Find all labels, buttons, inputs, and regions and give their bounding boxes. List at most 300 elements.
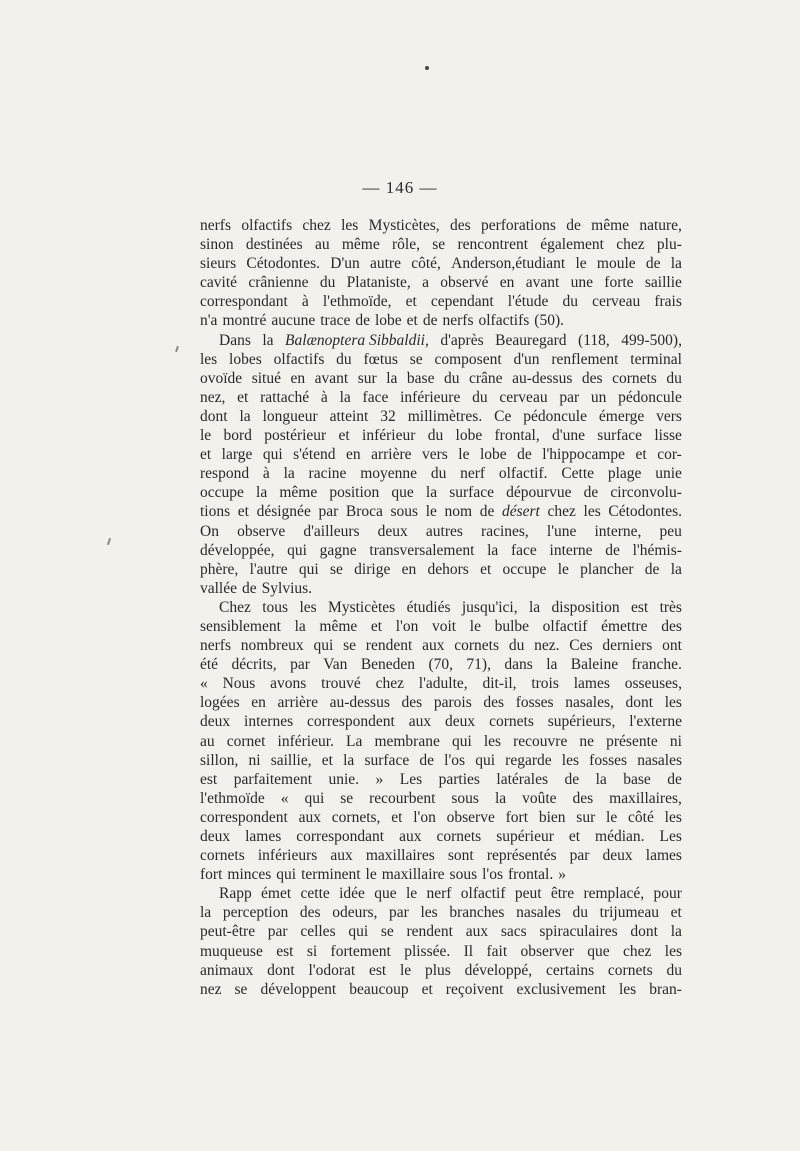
text-line bbox=[200, 789, 682, 808]
word: de bbox=[419, 751, 434, 769]
word: des bbox=[299, 904, 321, 922]
word: les bbox=[664, 942, 682, 960]
word: beaucoup bbox=[349, 980, 409, 998]
word: avant bbox=[525, 274, 560, 292]
word: la bbox=[546, 656, 558, 674]
word: au-dessus bbox=[329, 694, 390, 712]
word: est bbox=[630, 598, 649, 616]
word: de bbox=[242, 579, 257, 597]
word: plissée. bbox=[404, 942, 451, 960]
word: qui bbox=[348, 923, 369, 941]
word: et bbox=[200, 446, 212, 464]
word: avons bbox=[270, 675, 307, 693]
word: pédoncule bbox=[618, 388, 682, 406]
word: nasales bbox=[637, 751, 682, 769]
word: l'os bbox=[444, 751, 466, 769]
word: se bbox=[432, 236, 446, 254]
word: des bbox=[581, 369, 603, 387]
word: montré bbox=[222, 312, 267, 330]
word: et bbox=[370, 617, 383, 635]
word: qui bbox=[276, 866, 297, 884]
word: parois bbox=[433, 694, 472, 712]
word: être bbox=[550, 885, 575, 903]
word: maxillaire bbox=[381, 866, 445, 884]
word: rattaché bbox=[260, 388, 310, 406]
word: développé, bbox=[464, 961, 533, 979]
word: l'ethmoïde, bbox=[322, 293, 392, 311]
word: du bbox=[319, 274, 336, 292]
word: 71), bbox=[466, 656, 491, 674]
word: peut bbox=[514, 885, 542, 903]
word: nez, bbox=[200, 388, 226, 406]
word: cavité bbox=[200, 274, 238, 292]
word: et bbox=[421, 980, 433, 998]
word: les bbox=[583, 503, 601, 521]
word: fosses bbox=[589, 751, 628, 769]
text-line bbox=[200, 502, 682, 521]
word: la bbox=[425, 484, 438, 502]
word: au bbox=[314, 236, 330, 254]
word: l'on bbox=[395, 617, 419, 635]
word: dépourvue bbox=[506, 484, 572, 502]
word: au bbox=[200, 732, 215, 750]
word: se bbox=[380, 923, 394, 941]
word: face bbox=[511, 541, 537, 559]
word: des bbox=[661, 617, 682, 635]
word: Mysticètes bbox=[328, 598, 396, 616]
word: de bbox=[644, 560, 660, 578]
word: tous bbox=[262, 598, 289, 616]
word: nerfs bbox=[200, 637, 231, 655]
word: Cétodontes. bbox=[246, 255, 321, 273]
text-line bbox=[200, 388, 682, 407]
word: des bbox=[483, 694, 505, 712]
text-line bbox=[200, 331, 682, 350]
word: Les bbox=[399, 770, 423, 788]
text-line bbox=[200, 579, 682, 598]
word: de bbox=[479, 503, 495, 521]
word: du bbox=[336, 350, 352, 368]
word: deux bbox=[377, 522, 408, 540]
word: en bbox=[499, 274, 515, 292]
word: nombreux bbox=[240, 637, 304, 655]
word: moyenne bbox=[360, 465, 418, 483]
word: été bbox=[200, 656, 219, 674]
word: interne, bbox=[594, 522, 642, 540]
word: base bbox=[623, 770, 651, 788]
word: crânienne bbox=[248, 274, 309, 292]
word: l'odorat bbox=[308, 961, 356, 979]
word: du bbox=[430, 465, 447, 483]
word: s'étend bbox=[293, 446, 336, 464]
word: le bbox=[557, 560, 569, 578]
word: position bbox=[329, 484, 380, 502]
word: le bbox=[458, 446, 470, 464]
word: chez bbox=[375, 675, 404, 693]
text-line bbox=[200, 235, 682, 254]
word: surface bbox=[364, 751, 410, 769]
word: sur bbox=[357, 369, 377, 387]
word: frontal. bbox=[508, 866, 554, 884]
word: (118, bbox=[578, 331, 610, 349]
word: arrière bbox=[277, 694, 318, 712]
word: fait bbox=[486, 942, 508, 960]
word: émerge bbox=[598, 407, 645, 425]
word: le bbox=[405, 885, 418, 903]
word: la bbox=[528, 598, 541, 616]
word: Beauregard bbox=[495, 331, 567, 349]
text-line bbox=[200, 292, 682, 311]
word: un bbox=[590, 388, 607, 406]
word: les bbox=[299, 598, 317, 616]
word: médian. bbox=[595, 828, 645, 845]
word: correspondant bbox=[296, 828, 385, 845]
word: D'un bbox=[330, 255, 360, 273]
text-line bbox=[200, 483, 682, 502]
word: de bbox=[667, 770, 682, 788]
word: a bbox=[422, 274, 429, 292]
word: rôle, bbox=[392, 236, 420, 254]
word: dont bbox=[267, 961, 295, 979]
word: nom bbox=[444, 503, 473, 521]
word: la bbox=[239, 407, 251, 425]
word: sous bbox=[449, 866, 478, 884]
word: inférieurs bbox=[257, 847, 318, 865]
word: branches bbox=[449, 904, 505, 922]
text-line bbox=[200, 598, 682, 617]
word: par bbox=[290, 656, 310, 674]
word: deux bbox=[200, 713, 231, 731]
word: forte bbox=[604, 274, 634, 292]
word: Il bbox=[463, 942, 474, 960]
word: « bbox=[200, 675, 208, 693]
text-line bbox=[200, 655, 682, 674]
word: deux bbox=[445, 713, 476, 731]
word: olfactifs bbox=[478, 312, 530, 330]
word: de bbox=[355, 312, 370, 330]
word: les bbox=[483, 732, 502, 750]
word: On bbox=[200, 522, 219, 540]
word: cornets bbox=[489, 713, 534, 731]
word: sinon bbox=[200, 236, 234, 254]
word: frontal, bbox=[494, 427, 540, 445]
word: aux bbox=[465, 923, 489, 941]
word: exclusivement bbox=[516, 980, 606, 998]
word: » bbox=[375, 770, 384, 788]
word: l'hippocampe bbox=[542, 446, 626, 464]
word: (70, bbox=[428, 656, 453, 674]
word: frais bbox=[654, 293, 682, 311]
word: unie bbox=[655, 465, 682, 483]
word: voit bbox=[432, 617, 457, 635]
word: fœtus bbox=[363, 350, 398, 368]
word: l'os bbox=[482, 866, 504, 884]
word: phère, bbox=[200, 560, 239, 578]
word: d'un bbox=[513, 350, 540, 368]
word: et bbox=[237, 503, 249, 521]
word: nasales bbox=[516, 904, 561, 922]
word: le bbox=[365, 866, 377, 884]
word: dit-il, bbox=[482, 675, 517, 693]
word: de bbox=[422, 312, 438, 330]
word: parties bbox=[438, 770, 480, 788]
word: est bbox=[368, 961, 387, 979]
word: rendent bbox=[406, 923, 453, 941]
text-line bbox=[200, 674, 682, 693]
word: « bbox=[280, 789, 289, 807]
word: autre bbox=[370, 255, 401, 273]
word: pour bbox=[653, 885, 682, 903]
word: la bbox=[294, 617, 306, 635]
word: que bbox=[587, 942, 610, 960]
word: terminal bbox=[630, 350, 682, 368]
word: sacs bbox=[500, 923, 527, 941]
word: dirige bbox=[354, 560, 391, 578]
word: et bbox=[321, 751, 333, 769]
word: supérieurs, bbox=[547, 713, 616, 731]
word: lames bbox=[645, 847, 682, 865]
text-line bbox=[200, 846, 682, 865]
word: cornet bbox=[226, 732, 266, 750]
word: plage bbox=[607, 465, 642, 483]
word: Balænoptera Sibbaldii, bbox=[285, 331, 429, 349]
word: fort bbox=[505, 808, 529, 826]
word: par bbox=[389, 904, 409, 922]
word: muqueuse bbox=[200, 942, 263, 960]
word: Mysticètes, bbox=[368, 217, 440, 234]
word: situé bbox=[251, 369, 281, 387]
word: moule bbox=[596, 255, 636, 273]
word: avant bbox=[314, 369, 349, 387]
word: des bbox=[572, 789, 594, 807]
word: reçoivent bbox=[445, 980, 504, 998]
word: l'étude bbox=[507, 293, 549, 311]
word: ont bbox=[662, 637, 682, 655]
word: gagne bbox=[319, 541, 357, 559]
word: vers bbox=[421, 446, 448, 464]
word: cornets bbox=[200, 847, 245, 865]
word: côté, bbox=[411, 255, 441, 273]
word: sensiblement bbox=[200, 617, 281, 635]
word: Les bbox=[659, 828, 682, 845]
word: des bbox=[401, 694, 423, 712]
word: aux bbox=[330, 847, 353, 865]
word: Ces bbox=[569, 637, 593, 655]
text-line bbox=[200, 617, 682, 636]
word: désert bbox=[501, 503, 540, 521]
word: aux bbox=[422, 637, 445, 655]
word: de bbox=[566, 217, 581, 234]
word: cette bbox=[300, 885, 330, 903]
word: jusqu'ici, bbox=[461, 598, 518, 616]
word: Beneden bbox=[360, 656, 416, 674]
word: nerf bbox=[460, 465, 486, 483]
word: Rapp bbox=[219, 885, 252, 903]
word: sillon, bbox=[200, 751, 239, 769]
word: internes bbox=[244, 713, 294, 731]
word: bran- bbox=[649, 980, 682, 998]
word: cerveau bbox=[499, 388, 548, 406]
text-line bbox=[200, 884, 682, 903]
word: développée, bbox=[200, 541, 275, 559]
word: arrière bbox=[371, 446, 412, 464]
word: de bbox=[517, 446, 532, 464]
word: représentés bbox=[486, 847, 557, 865]
word: la bbox=[487, 541, 499, 559]
word: interne bbox=[549, 541, 593, 559]
word: chez bbox=[623, 942, 652, 960]
text-line bbox=[200, 961, 682, 980]
word: du bbox=[472, 388, 488, 406]
word: la bbox=[670, 923, 682, 941]
word: la bbox=[494, 789, 507, 807]
word: plus bbox=[424, 961, 451, 979]
text-line bbox=[200, 311, 682, 330]
word: développent bbox=[260, 980, 337, 998]
word: recouvre bbox=[513, 732, 568, 750]
word: observer bbox=[520, 942, 574, 960]
word: rendent bbox=[365, 637, 413, 655]
word: supérieur bbox=[496, 828, 554, 845]
word: même bbox=[319, 617, 358, 635]
word: cornets bbox=[612, 369, 657, 387]
word: et bbox=[391, 808, 403, 826]
word: la bbox=[595, 770, 607, 788]
word: olfactif bbox=[460, 885, 506, 903]
text-line bbox=[200, 464, 682, 483]
word: cornets bbox=[607, 961, 653, 979]
word: Anderson,étudiant bbox=[451, 255, 566, 273]
word: du bbox=[427, 427, 444, 445]
word: une bbox=[570, 274, 593, 292]
word: maxillaires, bbox=[609, 789, 682, 807]
word: cependant bbox=[430, 293, 494, 311]
word: postérieur bbox=[264, 427, 327, 445]
word: Dans bbox=[219, 331, 251, 349]
word: chez bbox=[302, 217, 331, 234]
word: ni bbox=[248, 751, 261, 769]
word: le bbox=[425, 503, 437, 521]
word: cornets bbox=[454, 637, 500, 655]
word: à bbox=[301, 293, 309, 311]
word: olfactif bbox=[542, 617, 588, 635]
word: Sylvius. bbox=[261, 579, 313, 597]
word: pédoncule bbox=[523, 407, 587, 425]
word: qui bbox=[287, 541, 307, 559]
word: aux bbox=[399, 828, 422, 845]
word: d'ailleurs bbox=[303, 522, 360, 540]
word: observe bbox=[446, 808, 495, 826]
word: membrane bbox=[374, 732, 440, 750]
word: saillie bbox=[644, 274, 682, 292]
word: aux bbox=[298, 808, 321, 826]
word: et bbox=[635, 446, 647, 464]
word: perception bbox=[222, 904, 289, 922]
word: atteint bbox=[329, 407, 369, 425]
word: destinées bbox=[245, 236, 303, 254]
word: Cétodontes. bbox=[608, 503, 682, 521]
word: et bbox=[670, 904, 682, 922]
word: également bbox=[540, 236, 604, 254]
word: qui bbox=[304, 789, 325, 807]
word: le bbox=[575, 255, 587, 273]
word: Plataniste, bbox=[346, 274, 411, 292]
word: sous bbox=[451, 789, 479, 807]
word: composent bbox=[434, 350, 502, 368]
text-line bbox=[200, 369, 682, 388]
word: à bbox=[262, 465, 270, 483]
word: bulbe bbox=[494, 617, 530, 635]
word: rencontrent bbox=[457, 236, 529, 254]
word: minces bbox=[227, 866, 272, 884]
word: la bbox=[670, 560, 682, 578]
word: occupe bbox=[200, 484, 244, 502]
word: longueur bbox=[262, 407, 318, 425]
word: lobe bbox=[455, 427, 483, 445]
word: vallée bbox=[200, 579, 238, 597]
text-line bbox=[200, 732, 682, 751]
word: lames bbox=[245, 828, 282, 845]
word: se bbox=[340, 789, 354, 807]
word: cornets bbox=[436, 828, 482, 845]
word: se bbox=[343, 637, 356, 655]
word: terminent bbox=[301, 866, 361, 884]
word: surface bbox=[449, 484, 494, 502]
word: peut-être bbox=[200, 923, 256, 941]
word: regarde bbox=[505, 751, 552, 769]
text-line bbox=[200, 922, 682, 941]
word: du bbox=[666, 369, 682, 387]
word: dont bbox=[625, 694, 654, 712]
text-line bbox=[200, 350, 682, 369]
word: le bbox=[606, 808, 618, 826]
word: se bbox=[409, 350, 423, 368]
word: disposition bbox=[551, 598, 620, 616]
word: ovoïde bbox=[200, 369, 243, 387]
word: lobes bbox=[229, 350, 262, 368]
word: sur bbox=[576, 808, 596, 826]
text-line bbox=[200, 693, 682, 712]
word: tions bbox=[200, 503, 231, 521]
word: même bbox=[341, 236, 380, 254]
text-line bbox=[200, 865, 682, 884]
text-line bbox=[200, 712, 682, 731]
word: trace bbox=[320, 312, 351, 330]
word: n'a bbox=[200, 312, 218, 330]
word: cerveau bbox=[592, 293, 641, 311]
word: trijumeau bbox=[599, 904, 660, 922]
word: par bbox=[559, 388, 580, 406]
word: nature, bbox=[639, 217, 682, 234]
word: dont bbox=[630, 923, 658, 941]
text-line bbox=[200, 407, 682, 426]
word: la bbox=[262, 331, 274, 349]
text-line bbox=[200, 216, 682, 235]
word: la bbox=[339, 388, 351, 406]
word: étudiés bbox=[406, 598, 451, 616]
word: aux bbox=[408, 713, 432, 731]
word: saillie, bbox=[270, 751, 312, 769]
word: millimètres. bbox=[407, 407, 483, 425]
word: et bbox=[568, 828, 581, 845]
word: Baleine bbox=[570, 656, 619, 674]
word: ni bbox=[669, 732, 682, 750]
word: l'une bbox=[546, 522, 577, 540]
word: trouvé bbox=[321, 675, 361, 693]
word: sous bbox=[390, 503, 419, 521]
word: inférieure bbox=[400, 388, 461, 406]
word: de bbox=[605, 541, 620, 559]
